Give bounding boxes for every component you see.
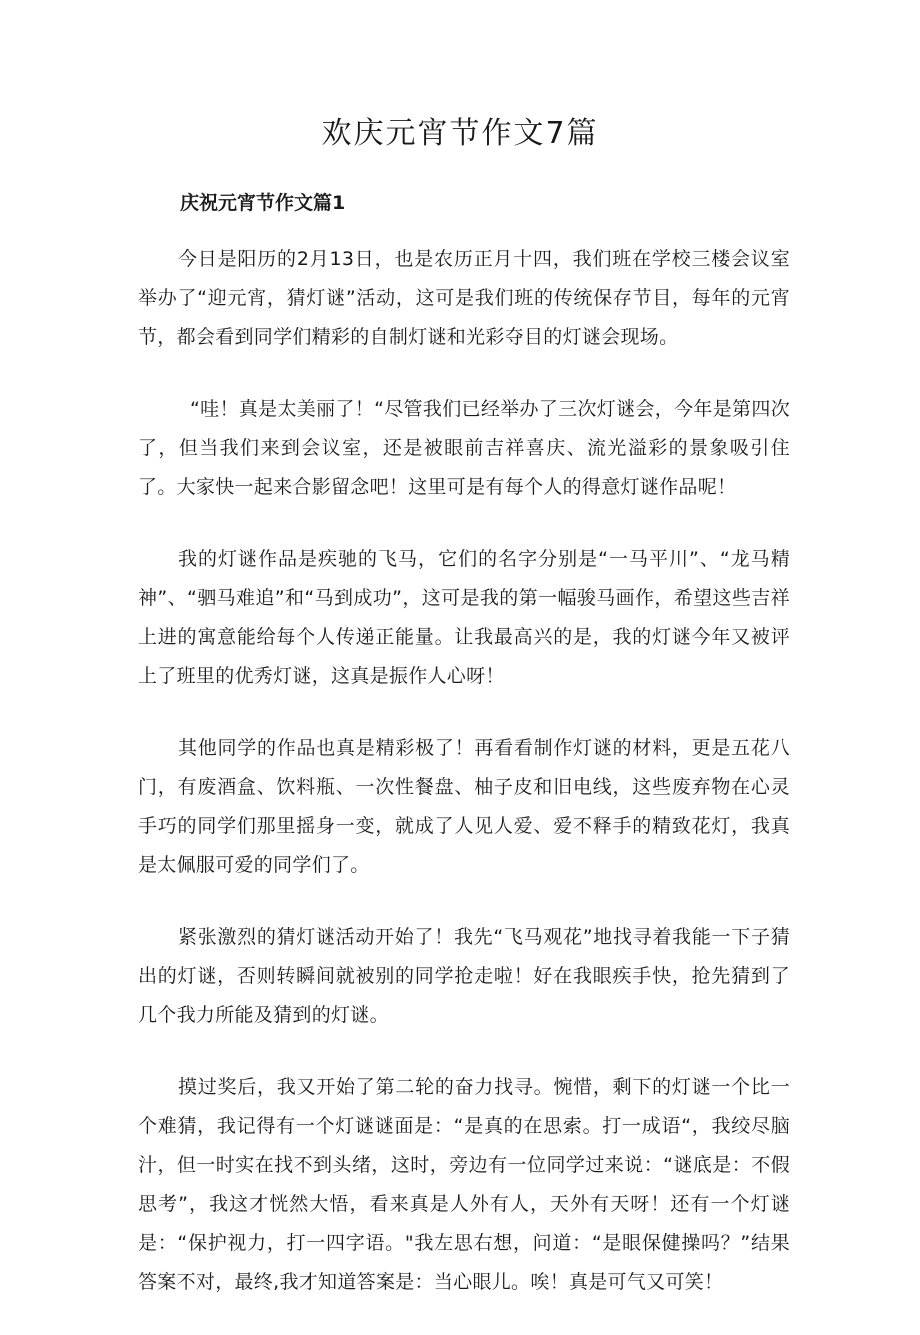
paragraph: 紧张激烈的猜灯谜活动开始了！我先“飞马观花”地找寻着我能一下子猜出的灯谜，否则转瞬间就被别的同学抢走啦！好在我眼疾手快，抢先猜到了几个我力所能及猜到的灯谜。 [138,926,790,1026]
paragraph: 摸过奖后，我又开始了第二轮的奋力找寻。惋惜，剩下的灯谜一个比一个难猜，我记得有一个灯谜谜面是：“是真的在思索。打一成语“，我绞尽脑汁，但一时实在找不到头绪，这时，旁边有一位同学过来说：“谜底是：不假思考”，我这才恍然大悟，看来真是人外有人，天外有天呀！还有一个灯谜是：“保护视力，打一四字语。"我左思右想，问道：“是眼保健操吗？”结果答案不对，最终,我才知道答案是：当心眼儿。唉！真是可气又可笑！ [138,1076,790,1293]
document-body [138,240,790,1335]
document-title: 欢庆元宵节作文7篇 [321,116,599,151]
paragraph: 今日是阳历的2月13日，也是农历正月十四，我们班在学校三楼会议室举办了“迎元宵，猜灯谜”活动，这可是我们班的传统保存节目，每年的元宵节，都会看到同学们精彩的自制灯谜和光彩夺目的灯谜会现场。 [138,248,790,348]
paragraph: “哇！真是太美丽了！“尽管我们已经举办了三次灯谜会，今年是第四次了，但当我们来到会议室，还是被眼前吉祥喜庆、流光溢彩的景象吸引住了。大家快一起来合影留念吧！这里可是有每个人的得意灯谜作品呢！ [138,398,790,498]
section-heading: 庆祝元宵节作文篇1 [180,192,346,214]
paragraph: 其他同学的作品也真是精彩极了！再看看制作灯谜的材料，更是五花八门，有废酒盒、饮料瓶、一次性餐盘、柚子皮和旧电线，这些废弃物在心灵手巧的同学们那里摇身一变，就成了人见人爱、爱不释手的精致花灯，我真是太佩服可爱的同学们了。 [138,737,790,876]
paragraph: 我的灯谜作品是疾驰的飞马，它们的名字分别是“一马平川”、“龙马精神”、“驷马难追”和“马到成功”，这可是我的第一幅骏马画作，希望这些吉祥上进的寓意能给每个人传递正能量。让我最高兴的是，我的灯谜今年又被评上了班里的优秀灯谜，这真是振作人心呀！ [138,548,790,687]
